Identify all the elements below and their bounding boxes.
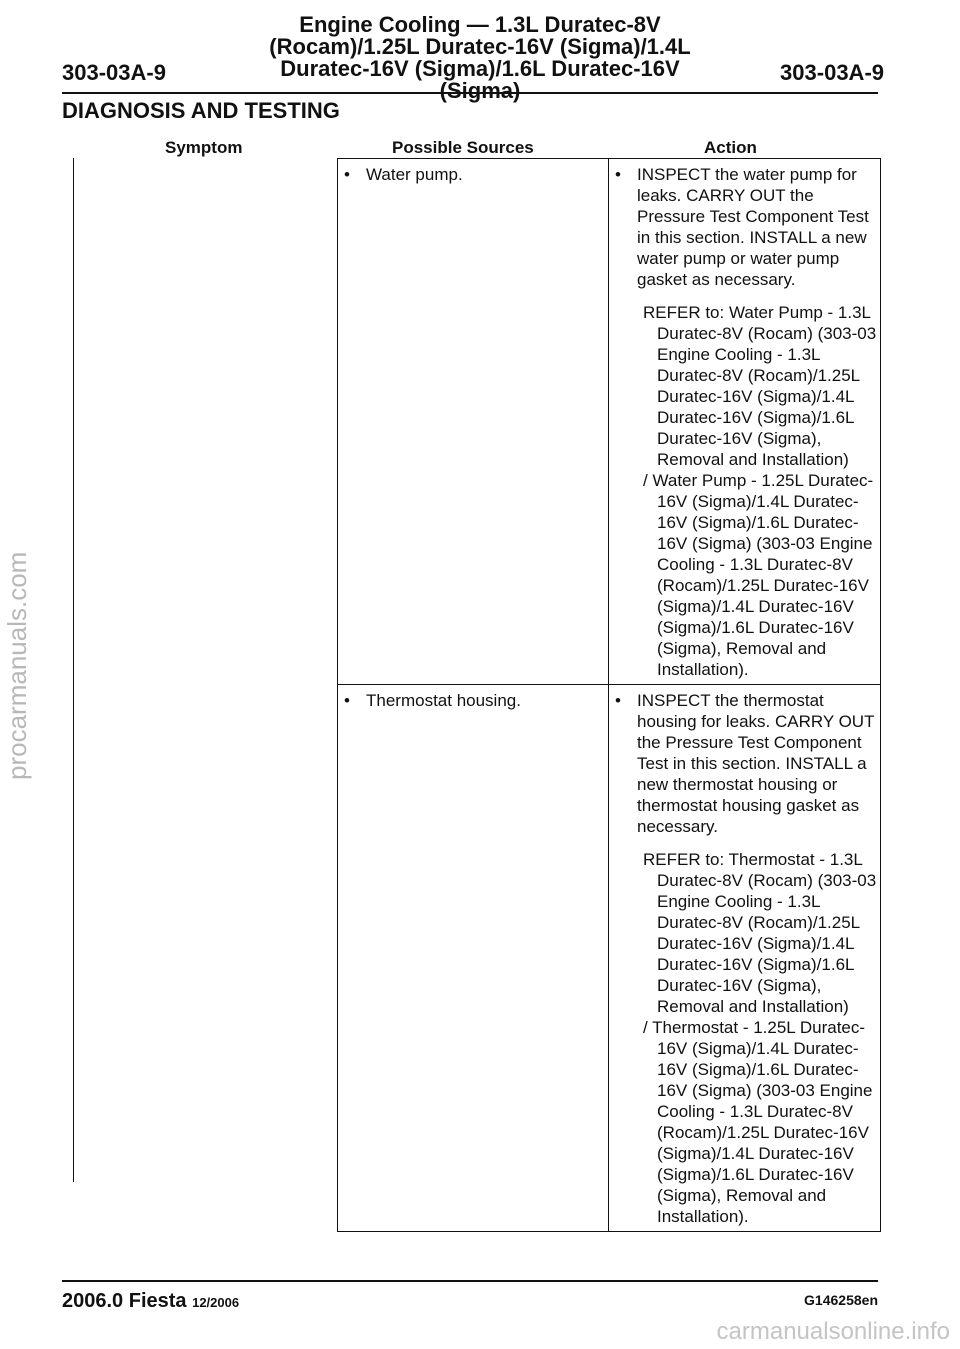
table-row — [338, 159, 881, 685]
header-title-line2: (Rocam)/1.25L Duratec-16V (Sigma)/1.4L — [269, 34, 691, 59]
header-title-line3: Duratec-16V (Sigma)/1.6L Duratec-16V (Sigma) — [280, 56, 680, 103]
action-cell — [609, 685, 881, 1232]
page-code-right: 303-03A-9 — [780, 60, 884, 85]
table-row — [338, 685, 881, 1232]
section-title: DIAGNOSIS AND TESTING — [62, 98, 340, 123]
bullet-icon: • — [344, 165, 350, 184]
action-cell — [609, 159, 881, 685]
refer-reference — [643, 302, 878, 680]
refer-text: REFER to: Water Pump - 1.3L Duratec-8V (Rocam) (303-03 Engine Cooling - 1.3L Duratec-8V (Rocam)/1.25L Duratec-16V (Sigma)/1.4L Duratec-16V (Sigma)/1.6L Duratec-16V (Sigma), Removal and Installation) — [643, 303, 877, 469]
bottom-watermark: carmanualsonline.info — [716, 1318, 950, 1345]
possible-source-text: Thermostat housing. — [366, 691, 521, 710]
page-code-left: 303-03A-9 — [62, 60, 166, 85]
refer-text-alt: / Thermostat - 1.25L Duratec-16V (Sigma)/1.4L Duratec-16V (Sigma)/1.6L Duratec-16V (Sigma) (303-03 Engine Cooling - 1.3L Duratec-8V (Rocam)/1.25L Duratec-16V (Sigma)/1.4L Duratec-16V (Sigma)/1.6L Duratec-16V (Sigma), Removal and Installation). — [643, 1018, 873, 1226]
footer-model-name: 2006.0 Fiesta — [62, 1290, 187, 1312]
possible-source-cell — [338, 685, 609, 1232]
header-title-line1: Engine Cooling — 1.3L Duratec-8V — [299, 12, 661, 37]
refer-text-alt: / Water Pump - 1.25L Duratec-16V (Sigma)/1.4L Duratec-16V (Sigma)/1.6L Duratec-16V (Sigma) (303-03 Engine Cooling - 1.3L Duratec-8V (Rocam)/1.25L Duratec-16V (Sigma)/1.4L Duratec-16V (Sigma)/1.6L Duratec-16V (Sigma), Removal and Installation). — [643, 471, 874, 679]
column-header-action: Action — [704, 138, 757, 157]
action-text: INSPECT the thermostat housing for leaks. CARRY OUT the Pressure Test Component Test in this section. INSTALL a new thermostat housing or thermostat housing gasket as necessary. — [637, 691, 875, 836]
symptom-column-rule — [73, 158, 74, 1182]
refer-text: REFER to: Thermostat - 1.3L Duratec-8V (Rocam) (303-03 Engine Cooling - 1.3L Duratec-8V (Rocam)/1.25L Duratec-16V (Sigma)/1.4L Duratec-16V (Sigma)/1.6L Duratec-16V (Sigma), Removal and Installation) — [643, 850, 877, 1016]
bullet-icon: • — [344, 691, 350, 710]
diagnosis-table — [337, 158, 881, 1232]
footer-model — [62, 1290, 239, 1313]
footer-date: 12/2006 — [192, 1295, 240, 1310]
possible-source-cell — [338, 159, 609, 685]
bullet-icon: • — [615, 691, 621, 710]
column-header-possible-sources: Possible Sources — [392, 138, 534, 157]
column-header-symptom: Symptom — [165, 138, 243, 157]
refer-reference — [643, 849, 878, 1227]
footer-divider — [62, 1280, 878, 1282]
header-title — [240, 14, 720, 102]
footer-doc-code: G146258en — [804, 1292, 878, 1308]
possible-source-text: Water pump. — [366, 165, 463, 184]
bullet-icon: • — [615, 165, 621, 184]
action-text: INSPECT the water pump for leaks. CARRY OUT the Pressure Test Component Test in this section. INSTALL a new water pump or water pump gasket as necessary. — [637, 165, 869, 289]
header-divider — [62, 92, 878, 94]
side-watermark: procarmanuals.com — [2, 551, 32, 780]
